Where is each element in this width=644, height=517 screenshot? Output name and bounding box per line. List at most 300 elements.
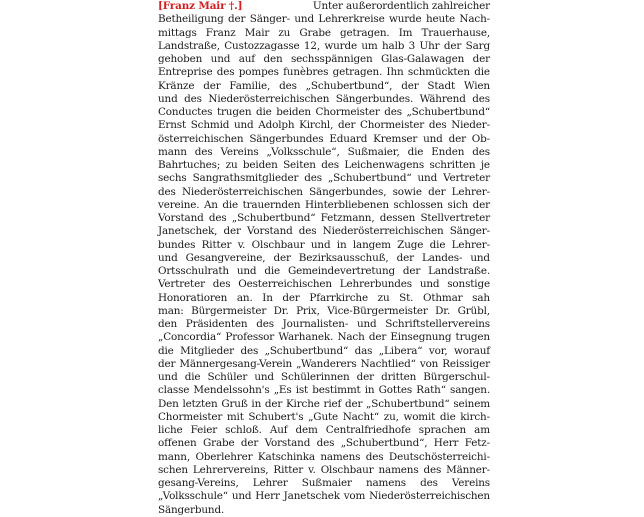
article-word: Bürgermeister (191, 304, 267, 317)
article-line (158, 146, 490, 159)
article-word: wurde (324, 39, 357, 52)
article-line (158, 239, 490, 252)
article-word: am (474, 424, 490, 436)
article-word: um (361, 39, 378, 52)
article-line (158, 80, 490, 93)
article-word: Ritter (273, 463, 304, 476)
article-line (158, 225, 490, 238)
article-word: der (228, 13, 246, 26)
article-word: sechsspännigen (290, 53, 373, 65)
article-word: der (472, 198, 490, 211)
article-word: Den (158, 397, 179, 410)
article-word: Niederösterreichischen (181, 185, 303, 198)
article-word: Lehrervereins, (192, 463, 269, 476)
article-word: Vertreter (443, 172, 490, 185)
article-word: Vertreter (158, 278, 205, 291)
article-word: „Volksschule“ (158, 490, 228, 503)
article-word: Sänger- (449, 225, 490, 238)
article-word: trugen (216, 106, 252, 118)
article-line (158, 477, 490, 490)
article-word: schlossen (393, 198, 443, 211)
article-word: kirch- (460, 410, 490, 423)
article-word: Sangrathsmitglieder (192, 172, 299, 185)
article-line (158, 199, 490, 212)
article-word: von (419, 357, 439, 370)
article-word: beiden (276, 106, 311, 118)
article-word: und (417, 172, 438, 185)
article-line (158, 159, 490, 172)
article-word: in (364, 384, 375, 397)
article-word: v. (237, 238, 246, 251)
article-word: des (472, 145, 490, 158)
article-word: zu (278, 26, 291, 39)
article-word: der (428, 185, 446, 198)
article-word: der (443, 39, 462, 52)
article-word: Grabe (299, 26, 331, 39)
article-word: Eduard (329, 132, 368, 145)
article-line (158, 358, 490, 371)
article-word: und (231, 490, 252, 503)
article-word: Othmar (422, 291, 463, 304)
article-word: und (419, 278, 440, 291)
article-word: Chormeister (359, 119, 425, 132)
article-line (158, 384, 490, 397)
article-word: schritten (429, 159, 476, 171)
article-word: Kirche (285, 397, 320, 410)
article-word: und (356, 318, 377, 330)
article-word: sprachen (418, 424, 467, 436)
article-word: sechs (158, 172, 187, 185)
article-word: des (428, 119, 447, 132)
article-word: worauf (454, 344, 490, 357)
article-word: des (321, 159, 339, 171)
article-word: Trauerhause, (421, 26, 490, 39)
article-word: die (439, 410, 456, 423)
article-word: Professor (225, 331, 275, 344)
article-word: Niederösterreichischen (322, 225, 444, 238)
article-word: Ihn (386, 66, 404, 79)
article-word: mann (158, 145, 187, 158)
article-line (158, 398, 490, 411)
article-word: Ortsschulrath (158, 265, 229, 277)
article-word: auf (238, 53, 255, 65)
article-word: Ernst (158, 119, 187, 132)
article-word: Vorstand (264, 437, 311, 450)
article-word: das (354, 344, 373, 357)
article-line (158, 371, 490, 384)
article-line (158, 292, 490, 305)
article-word: „Volksschule“, (266, 145, 340, 158)
article-word: gehoben (158, 53, 203, 65)
article-word: Sänger- (249, 13, 290, 26)
article-word: Reissiger (442, 357, 490, 370)
article-line (158, 13, 490, 26)
article-word: vom (343, 490, 366, 503)
article-word: Conductes (158, 106, 213, 118)
article-word: schmückten (407, 66, 470, 79)
article-word: und (158, 371, 178, 383)
article-word: sich (447, 198, 469, 211)
article-word: Wien (463, 79, 490, 92)
article-word: der (396, 251, 414, 264)
article-line (158, 133, 490, 146)
article-word: langem (352, 238, 391, 251)
article-word: sah (472, 291, 490, 304)
article-word: der (401, 79, 419, 92)
article-word: Männergesang-Verein (179, 357, 293, 370)
article-word: funèbres (283, 66, 329, 79)
article-word: Rath“ (416, 384, 446, 397)
article-word: Grübl, (457, 304, 490, 317)
article-word: Landes- (421, 251, 463, 264)
article-word: der (240, 437, 259, 450)
article-word: mit (226, 410, 244, 423)
article-line (158, 451, 490, 464)
article-word: Oberlehrer (195, 450, 253, 463)
article-word: halb (382, 39, 405, 52)
article-line (158, 331, 490, 344)
article-word: Landstraße, (158, 39, 220, 52)
article-word: „Schubertbund“ (366, 397, 450, 410)
article-word: Kremser (373, 132, 418, 145)
article-word: der (158, 357, 176, 370)
article-word: Schüler (207, 371, 248, 383)
article-word: Stadt (427, 79, 455, 92)
article-word: der (203, 79, 221, 92)
article-word: Fetz- (464, 437, 490, 450)
article-word: der (337, 119, 356, 132)
article-word: Chormeister (158, 410, 223, 423)
article-word: Sußmaier (301, 477, 352, 489)
article-word: der (282, 291, 300, 304)
article-word: Lehrerkreise (318, 13, 385, 26)
article-word: pompes (238, 66, 279, 79)
article-word: sowie (392, 185, 422, 198)
article-word: die (184, 371, 201, 383)
article-word: Olschbaur (251, 238, 305, 251)
article-word: Schülerinnen (281, 371, 350, 383)
article-word: Katschinka (257, 450, 315, 463)
article-word: Custozzagasse (224, 39, 300, 52)
article-word: Sarg (465, 39, 490, 52)
article-word: Fetzmann, (320, 212, 375, 224)
article-word: Oesterreichischen (238, 278, 332, 291)
article-word: des (304, 172, 322, 185)
article-word: Lehrer- (451, 185, 490, 198)
article-word: „Schubertbund“ (327, 172, 412, 185)
article-word: Bahrtuches; (158, 159, 221, 171)
article-word: die (429, 238, 446, 251)
article-word: mann, (158, 450, 190, 463)
article-word: Zuge (397, 238, 424, 251)
article-line (158, 40, 490, 53)
article-word: des (423, 463, 442, 476)
article-line (158, 490, 490, 503)
article-word: Schriftstellervereins (385, 318, 490, 330)
article-word: des (216, 66, 235, 79)
article-word: des (420, 477, 438, 489)
article-word: Gottes (378, 384, 413, 397)
article-word: und (294, 13, 314, 26)
article-word: „Libera“ (378, 344, 423, 357)
article-word: Kirchl, (299, 119, 334, 132)
article-word: Olschbaur (320, 463, 374, 476)
article-word: Deutschösterreichi- (388, 450, 490, 463)
article-first-line (158, 0, 490, 13)
article-word: schen (158, 463, 188, 476)
article-word: der (402, 265, 421, 277)
article-word: Auf (269, 424, 288, 436)
article-word: „Schubertbund“ (231, 212, 316, 224)
article-word: des (212, 278, 231, 291)
article-word: die (158, 344, 174, 357)
article-word: gesang-Vereins, (158, 477, 239, 489)
article-word: mittags (158, 26, 197, 39)
article-line (158, 278, 490, 291)
article-word: Mair (244, 26, 270, 39)
article-line (158, 186, 490, 199)
article-word: Adolph (258, 119, 295, 132)
article-word: Während (419, 92, 466, 105)
article-word: Kränze (158, 79, 195, 92)
article-word: an. (236, 291, 253, 304)
article-word: österreichischen (158, 132, 244, 145)
article-word: in (336, 238, 347, 251)
article-word: Ritter (201, 238, 232, 251)
article-word: in (251, 397, 262, 410)
article-word: 12, (303, 39, 320, 52)
article-word: Vereins (451, 477, 490, 489)
article-word: offenen (158, 437, 197, 450)
article-word: und (470, 251, 490, 264)
article-word: Lehrerbundes (339, 278, 412, 291)
article-word: An (203, 198, 218, 211)
article-line (158, 212, 490, 225)
article-word: Chormeister (315, 106, 380, 118)
article-word: und (210, 53, 231, 65)
article-word: Sängerbund. (158, 503, 225, 516)
article-word: des (365, 450, 384, 463)
article-word: liche (158, 424, 183, 436)
article-word: und (158, 251, 178, 264)
article-word: Janetschek (283, 490, 340, 503)
article-word: Vorstand (158, 212, 204, 224)
article-word: des (184, 92, 202, 105)
article-word: sangen. (450, 384, 490, 397)
article-line (158, 437, 490, 450)
article-word: den (158, 318, 178, 330)
article-word: beiden (242, 159, 278, 171)
article-word: Sängerbundes, (309, 185, 387, 198)
article-word: Bürgerschul- (423, 371, 490, 383)
article-word: Journalisten- (282, 318, 349, 330)
article-word: den (263, 53, 283, 65)
article-word: seinem (453, 397, 490, 410)
article-word: Grabe (202, 437, 235, 450)
article-word: Prix, (296, 304, 320, 317)
article-line (158, 66, 490, 79)
article-word: des (256, 318, 274, 330)
article-line (158, 345, 490, 358)
article-word: Sußmaier, (347, 145, 400, 158)
article-word: je (480, 159, 490, 171)
article-word: v. (308, 463, 316, 476)
article-word: Mendelssohn's (193, 384, 270, 397)
article-word: und (423, 132, 443, 145)
article-word: Leichenwagens (344, 159, 425, 171)
article-word: Gemeindevertretung (287, 265, 395, 277)
article-line (158, 93, 490, 106)
article-word: Entreprise (158, 66, 213, 79)
article-word: Dr. (273, 304, 289, 317)
article-line (158, 424, 490, 437)
article-word: Landstraße. (428, 265, 490, 277)
article-headline: [Franz Mair †.] (158, 0, 243, 12)
article-word: der (344, 397, 363, 410)
article-word: letzten (182, 397, 218, 410)
article-word: Einsegnung (390, 331, 452, 344)
article-line (158, 504, 490, 517)
article-word: Präsidenten (185, 318, 248, 330)
article-word: Herr (433, 437, 459, 450)
article-word: und (236, 265, 257, 277)
article-word: der (264, 397, 283, 410)
article-word: die (474, 66, 490, 79)
article-word: getragen. (340, 26, 390, 39)
article-word: „Schubertbund“, (340, 437, 428, 450)
article-word: Schubert's (248, 410, 304, 423)
article-word: „Wanderers (296, 357, 357, 370)
article-line (158, 172, 490, 185)
article-word: zu (377, 291, 390, 304)
article-line (158, 265, 490, 278)
article-line (158, 106, 490, 119)
article-word: Mitglieder (180, 344, 234, 357)
article-word: Familie, (229, 79, 271, 92)
article-word: bestimmt (312, 384, 361, 397)
article-word: der (448, 132, 466, 145)
article-word: Lehrer- (451, 238, 490, 251)
article-word: Männer- (446, 463, 490, 476)
article-word: Glas-Galawagen (381, 53, 465, 65)
article-word: dessen (379, 212, 416, 224)
article-word: In (262, 291, 273, 304)
article-word: des (384, 106, 402, 118)
article-word: des (472, 92, 490, 105)
article-word: dritten (381, 371, 417, 383)
article-word: Centralfriedhofe (325, 424, 411, 436)
article-word: womit (403, 410, 436, 423)
article-word: Nach- (459, 13, 490, 26)
article-word: der (472, 53, 490, 65)
article-word: und (158, 92, 178, 105)
article-word: Dr. (435, 304, 451, 317)
article-word: vor, (428, 344, 448, 357)
article-word: und (254, 371, 274, 383)
article-word: der (273, 251, 291, 264)
article-word: ist (295, 384, 309, 397)
article-word: Vice-Bürgermeister (327, 304, 428, 317)
article-word: Vorstand (247, 225, 293, 238)
article-word: Ob- (471, 132, 490, 145)
article-word: die (222, 198, 239, 211)
article-word: die (407, 145, 424, 158)
article-word: Niederösterreichischen (208, 92, 330, 105)
article-word: und (310, 238, 331, 251)
article-word: der (223, 225, 241, 238)
article-word: Bezirksausschuß, (298, 251, 389, 264)
article-word: sonstige (447, 278, 490, 291)
article-first-line-text: Unter außerordentlich zahlreicher (312, 0, 490, 12)
article-word: Franz (205, 26, 236, 39)
article-word: des (316, 437, 335, 450)
article-word: 3 (408, 39, 416, 52)
article-word: Nacht“ (342, 410, 380, 423)
article-word: Hinterbliebenen (304, 198, 389, 211)
article-word: des (298, 225, 317, 238)
article-word: Honoratioren (158, 291, 228, 304)
article-word: Sängerbundes. (335, 92, 414, 105)
article-word: Pfarrkirche (309, 291, 368, 304)
article-word: des (240, 344, 259, 357)
article-word: man: (158, 304, 184, 317)
article-word: Vereins (220, 145, 259, 158)
article-word: Janetschek, (158, 225, 218, 238)
article-word: Sängerbundes (249, 132, 324, 145)
article-word: die (255, 106, 272, 118)
article-word: St. (399, 291, 414, 304)
article-word: Im (398, 26, 413, 39)
article-word: bundes (158, 238, 196, 251)
article-word: Uhr (419, 39, 440, 52)
article-line (158, 119, 490, 132)
article-line (158, 318, 490, 331)
article-line (158, 27, 490, 40)
article-word: „Concordia“ (158, 331, 222, 344)
article-word: Nieder- (451, 119, 490, 132)
newspaper-clipping (158, 0, 490, 516)
article-line (158, 305, 490, 318)
article-word: vereine. (158, 198, 200, 211)
article-word: „Gute (308, 410, 339, 423)
article-body (158, 0, 490, 517)
article-word: Lehrer (252, 477, 288, 489)
article-word: Nach (337, 331, 365, 344)
article-word: Nachtlied“ (360, 357, 416, 370)
article-word: des (279, 79, 297, 92)
article-word: „Schubertbund“ (264, 344, 349, 357)
article-word: der (368, 331, 387, 344)
article-word: „Es (273, 384, 292, 397)
article-word: namens (365, 477, 406, 489)
article-word: des (158, 185, 176, 198)
article-word: namens (320, 450, 361, 463)
article-word: Seiten (283, 159, 316, 171)
article-word: getragen. (332, 66, 383, 79)
article-word: rief (323, 397, 342, 410)
article-word: Enden (431, 145, 465, 158)
article-line (158, 464, 490, 477)
article-line (158, 53, 490, 66)
article-word: „Schubertbund“, (305, 79, 393, 92)
article-word: namens (378, 463, 419, 476)
article-word: trugen (455, 331, 490, 344)
article-word: des (208, 212, 227, 224)
article-word: classe (158, 384, 190, 397)
article-line (158, 252, 490, 265)
article-word: Warhanek. (278, 331, 334, 344)
article-word: Niederösterreichischen (369, 490, 490, 503)
